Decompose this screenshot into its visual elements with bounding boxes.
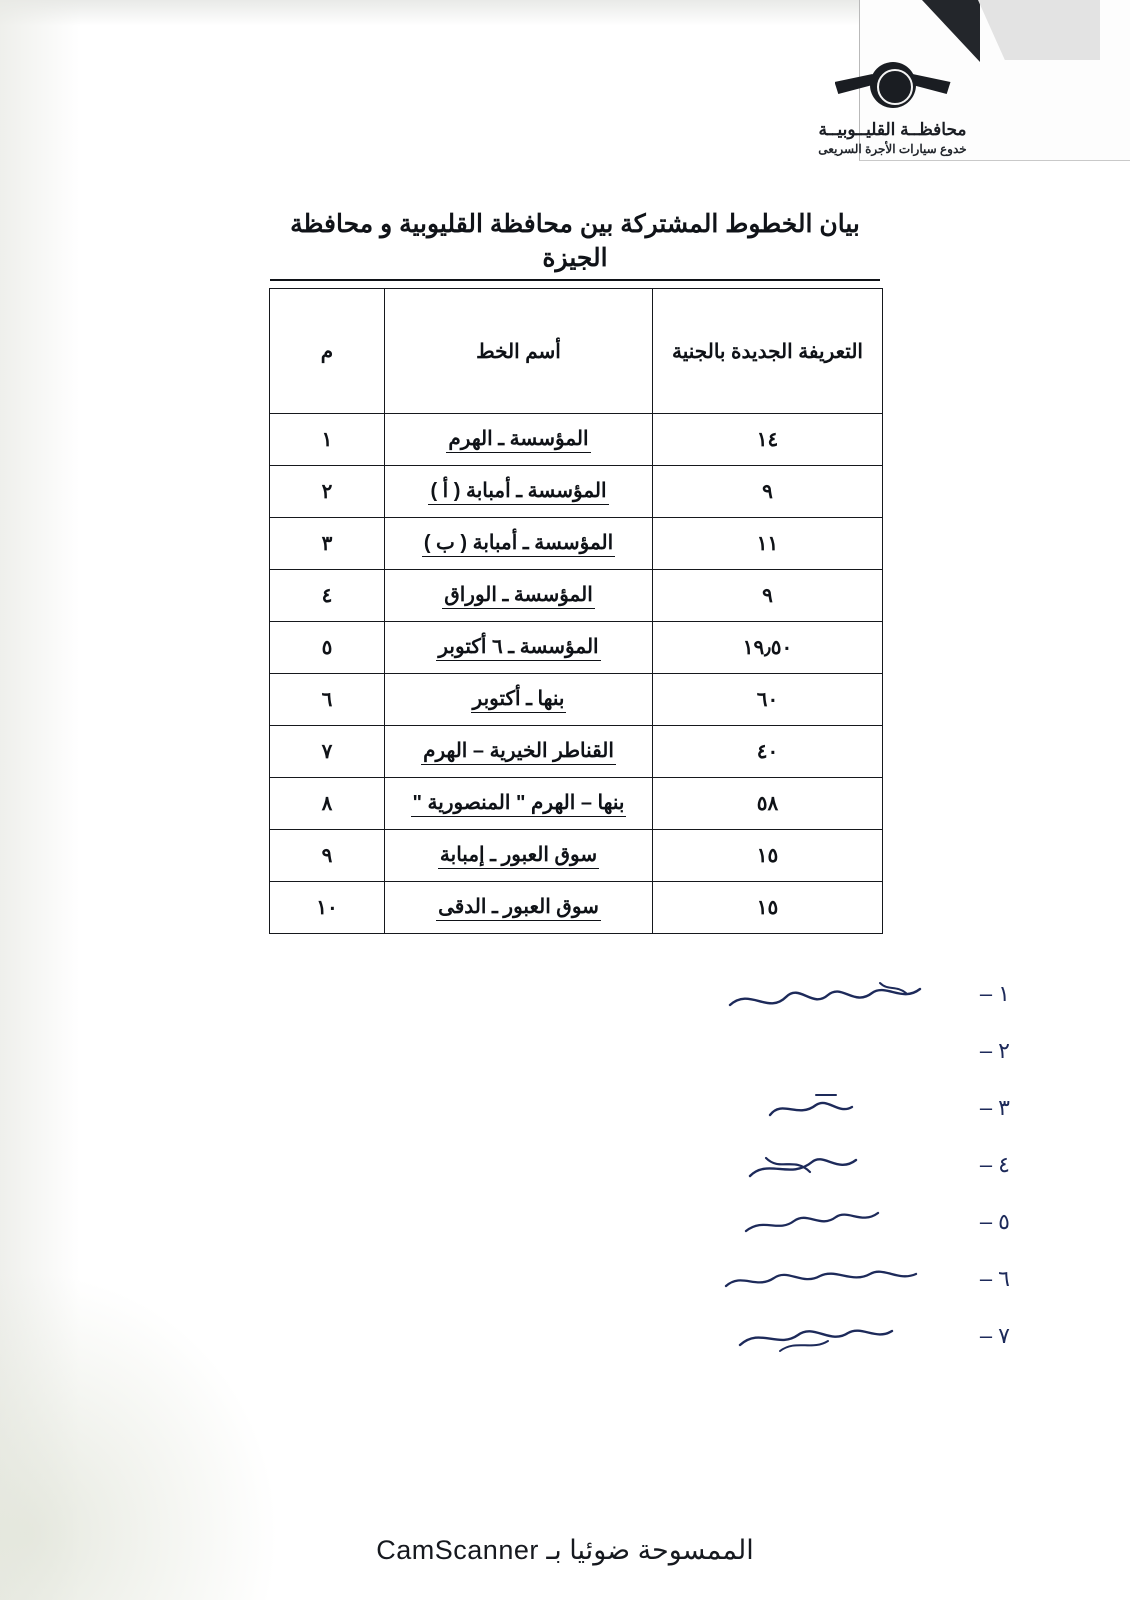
- cell-row-number: ٧: [270, 726, 385, 778]
- scan-edge-shade-left: [0, 0, 80, 1600]
- cell-row-number: ٦: [270, 674, 385, 726]
- signature-row: [680, 1260, 1010, 1317]
- folded-corner-shadow: [922, 0, 980, 62]
- cell-route-name: القناطر الخيرية – الهرم: [385, 726, 653, 778]
- table-row: [270, 518, 883, 570]
- camscanner-brand: CamScanner: [376, 1535, 539, 1565]
- cell-fare: ٩: [653, 570, 883, 622]
- cell-row-number: ٢: [270, 466, 385, 518]
- routes-table-container: [270, 288, 883, 934]
- cell-row-number: ٥: [270, 622, 385, 674]
- emblem-subtitle: خدوع سيارات الأجرة السريعى: [818, 142, 967, 156]
- table-header: [270, 289, 883, 414]
- cell-fare: ١٩٫٥٠: [653, 622, 883, 674]
- emblem-wing-right-icon: [913, 74, 951, 94]
- handwritten-signature: [720, 1203, 970, 1251]
- column-header-route-name: أسم الخط: [385, 289, 653, 414]
- watermark-text: الممسوحة ضوئيا بـ: [546, 1535, 754, 1565]
- handwritten-signature: [720, 975, 970, 1023]
- signature-row: [680, 975, 1010, 1032]
- letterhead-emblem: [775, 60, 1010, 156]
- emblem-disc-icon: [870, 62, 916, 108]
- emblem-governorate-name: محافظــة القليــوبيــة: [818, 120, 967, 139]
- signature-row: [680, 1032, 1010, 1089]
- cell-fare: ١٥: [653, 830, 883, 882]
- cell-row-number: ٨: [270, 778, 385, 830]
- signature-row: [680, 1317, 1010, 1374]
- winged-wheel-emblem-icon: [835, 60, 951, 116]
- table-row: [270, 622, 883, 674]
- table-row: [270, 778, 883, 830]
- table-body: [270, 414, 883, 934]
- cell-route-name: المؤسسة ـ الوراق: [385, 570, 653, 622]
- camscanner-watermark: [0, 1535, 1130, 1566]
- table-row: [270, 414, 883, 466]
- cell-route-name: بنها ـ أكتوبر: [385, 674, 653, 726]
- emblem-wing-left-icon: [835, 74, 873, 94]
- signature-list: [680, 975, 1010, 1374]
- handwritten-signature: [720, 1089, 970, 1137]
- cell-route-name: المؤسسة ـ أمبابة ( ب ): [385, 518, 653, 570]
- routes-table: [269, 288, 883, 934]
- cell-fare: ٦٠: [653, 674, 883, 726]
- cell-fare: ١١: [653, 518, 883, 570]
- signature-number: ٢ –: [979, 1038, 1010, 1063]
- cell-row-number: ١٠: [270, 882, 385, 934]
- signature-number: ٣ –: [979, 1095, 1010, 1120]
- signature-number: ٤ –: [979, 1152, 1010, 1177]
- cell-fare: ٩: [653, 466, 883, 518]
- cell-row-number: ٤: [270, 570, 385, 622]
- page-title: بيان الخطوط المشتركة بين محافظة القليوبية و محافظة الجيزة: [270, 208, 880, 281]
- table-header-row: [270, 289, 883, 414]
- handwritten-signature: [720, 1260, 970, 1308]
- cell-fare: ٤٠: [653, 726, 883, 778]
- cell-row-number: ٣: [270, 518, 385, 570]
- cell-row-number: ٩: [270, 830, 385, 882]
- handwritten-signature: [720, 1032, 970, 1080]
- signature-row: [680, 1089, 1010, 1146]
- cell-route-name: بنها – الهرم " المنصورية ": [385, 778, 653, 830]
- cell-row-number: ١: [270, 414, 385, 466]
- signature-number: ٥ –: [979, 1209, 1010, 1234]
- signature-number: ٧ –: [979, 1323, 1010, 1348]
- table-row: [270, 726, 883, 778]
- cell-route-name: المؤسسة ـ الهرم: [385, 414, 653, 466]
- cell-fare: ١٤: [653, 414, 883, 466]
- cell-fare: ١٥: [653, 882, 883, 934]
- cell-route-name: سوق العبور ـ الدقى: [385, 882, 653, 934]
- table-row: [270, 570, 883, 622]
- table-row: [270, 882, 883, 934]
- signature-number: ١ –: [979, 981, 1010, 1006]
- column-header-fare: التعريفة الجديدة بالجنية: [653, 289, 883, 414]
- cell-route-name: المؤسسة ـ أمبابة ( أ ): [385, 466, 653, 518]
- table-row: [270, 466, 883, 518]
- column-header-number: م: [270, 289, 385, 414]
- signature-row: [680, 1203, 1010, 1260]
- table-row: [270, 830, 883, 882]
- cell-route-name: سوق العبور ـ إمبابة: [385, 830, 653, 882]
- signature-number: ٦ –: [979, 1266, 1010, 1291]
- table-row: [270, 674, 883, 726]
- handwritten-signature: [720, 1146, 970, 1194]
- signature-row: [680, 1146, 1010, 1203]
- handwritten-signature: [720, 1317, 970, 1365]
- cell-route-name: المؤسسة ـ ٦ أكتوبر: [385, 622, 653, 674]
- cell-fare: ٥٨: [653, 778, 883, 830]
